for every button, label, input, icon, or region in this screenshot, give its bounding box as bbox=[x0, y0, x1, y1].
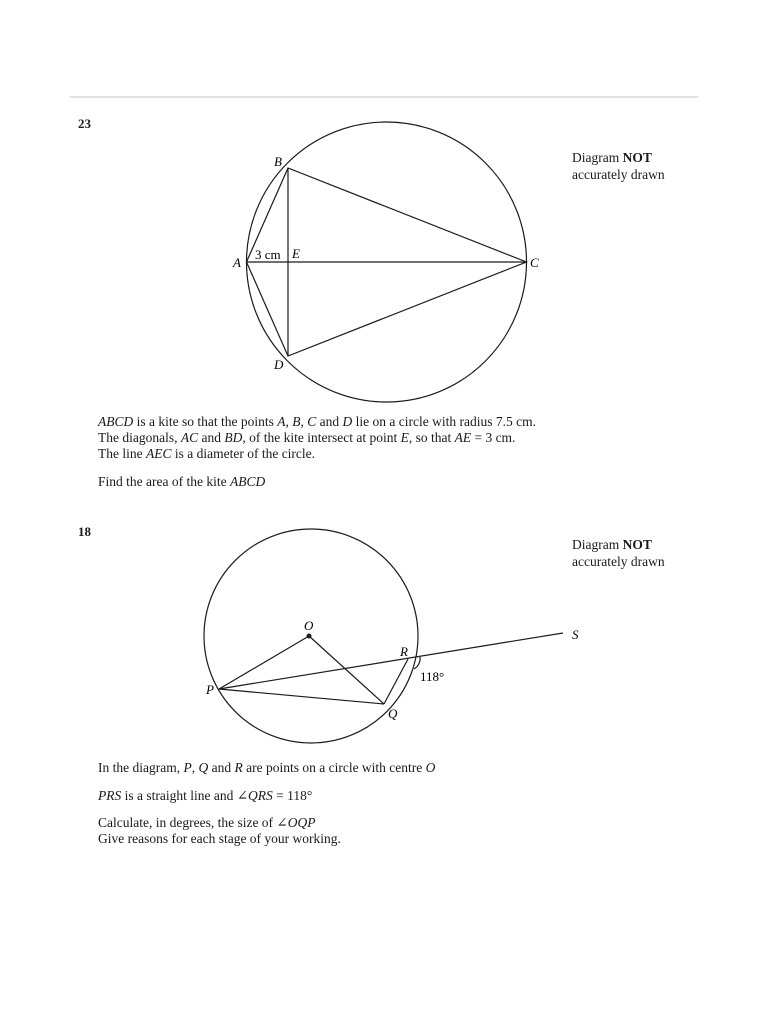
line-po bbox=[219, 636, 309, 689]
diagram-note: Diagram NOT accurately drawn bbox=[572, 150, 665, 182]
line-qr bbox=[384, 659, 408, 704]
label-r: R bbox=[400, 644, 408, 659]
line-pq bbox=[219, 689, 384, 704]
label-c: C bbox=[530, 255, 539, 270]
line-oq bbox=[309, 636, 384, 704]
question-text-line: The diagonals, AC and BD, of the kite intersect at point E, so that AE = 3 cm. bbox=[98, 430, 516, 445]
length-label: 3 cm bbox=[255, 247, 281, 262]
question-prompt: Calculate, in degrees, the size of ∠OQP bbox=[98, 815, 316, 830]
label-d: D bbox=[274, 357, 284, 372]
question-prompt: Give reasons for each stage of your working. bbox=[98, 831, 341, 846]
question-text-line: PRS is a straight line and ∠QRS = 118° bbox=[98, 788, 313, 803]
diagram-note: Diagram NOT accurately drawn bbox=[572, 537, 665, 569]
question-prompt: Find the area of the kite ABCD bbox=[98, 474, 266, 489]
line-prs bbox=[219, 633, 563, 689]
question-text-line: The line AEC is a diameter of the circle. bbox=[98, 446, 316, 461]
question-text-line: ABCD is a kite so that the points A, B, C and D lie on a circle with radius 7.5 cm. bbox=[98, 414, 536, 429]
label-o: O bbox=[304, 618, 314, 633]
label-a: A bbox=[233, 255, 241, 270]
centre-point bbox=[307, 634, 312, 639]
question-text-line: In the diagram, P, Q and R are points on a circle with centre O bbox=[98, 760, 436, 775]
label-p: P bbox=[206, 682, 214, 697]
label-q: Q bbox=[388, 706, 398, 721]
question-number: 18 bbox=[78, 524, 91, 539]
label-b: B bbox=[274, 154, 282, 169]
angle-label: 118° bbox=[420, 669, 445, 684]
label-e: E bbox=[292, 246, 300, 261]
label-s: S bbox=[572, 627, 579, 642]
question-number: 23 bbox=[78, 116, 91, 131]
